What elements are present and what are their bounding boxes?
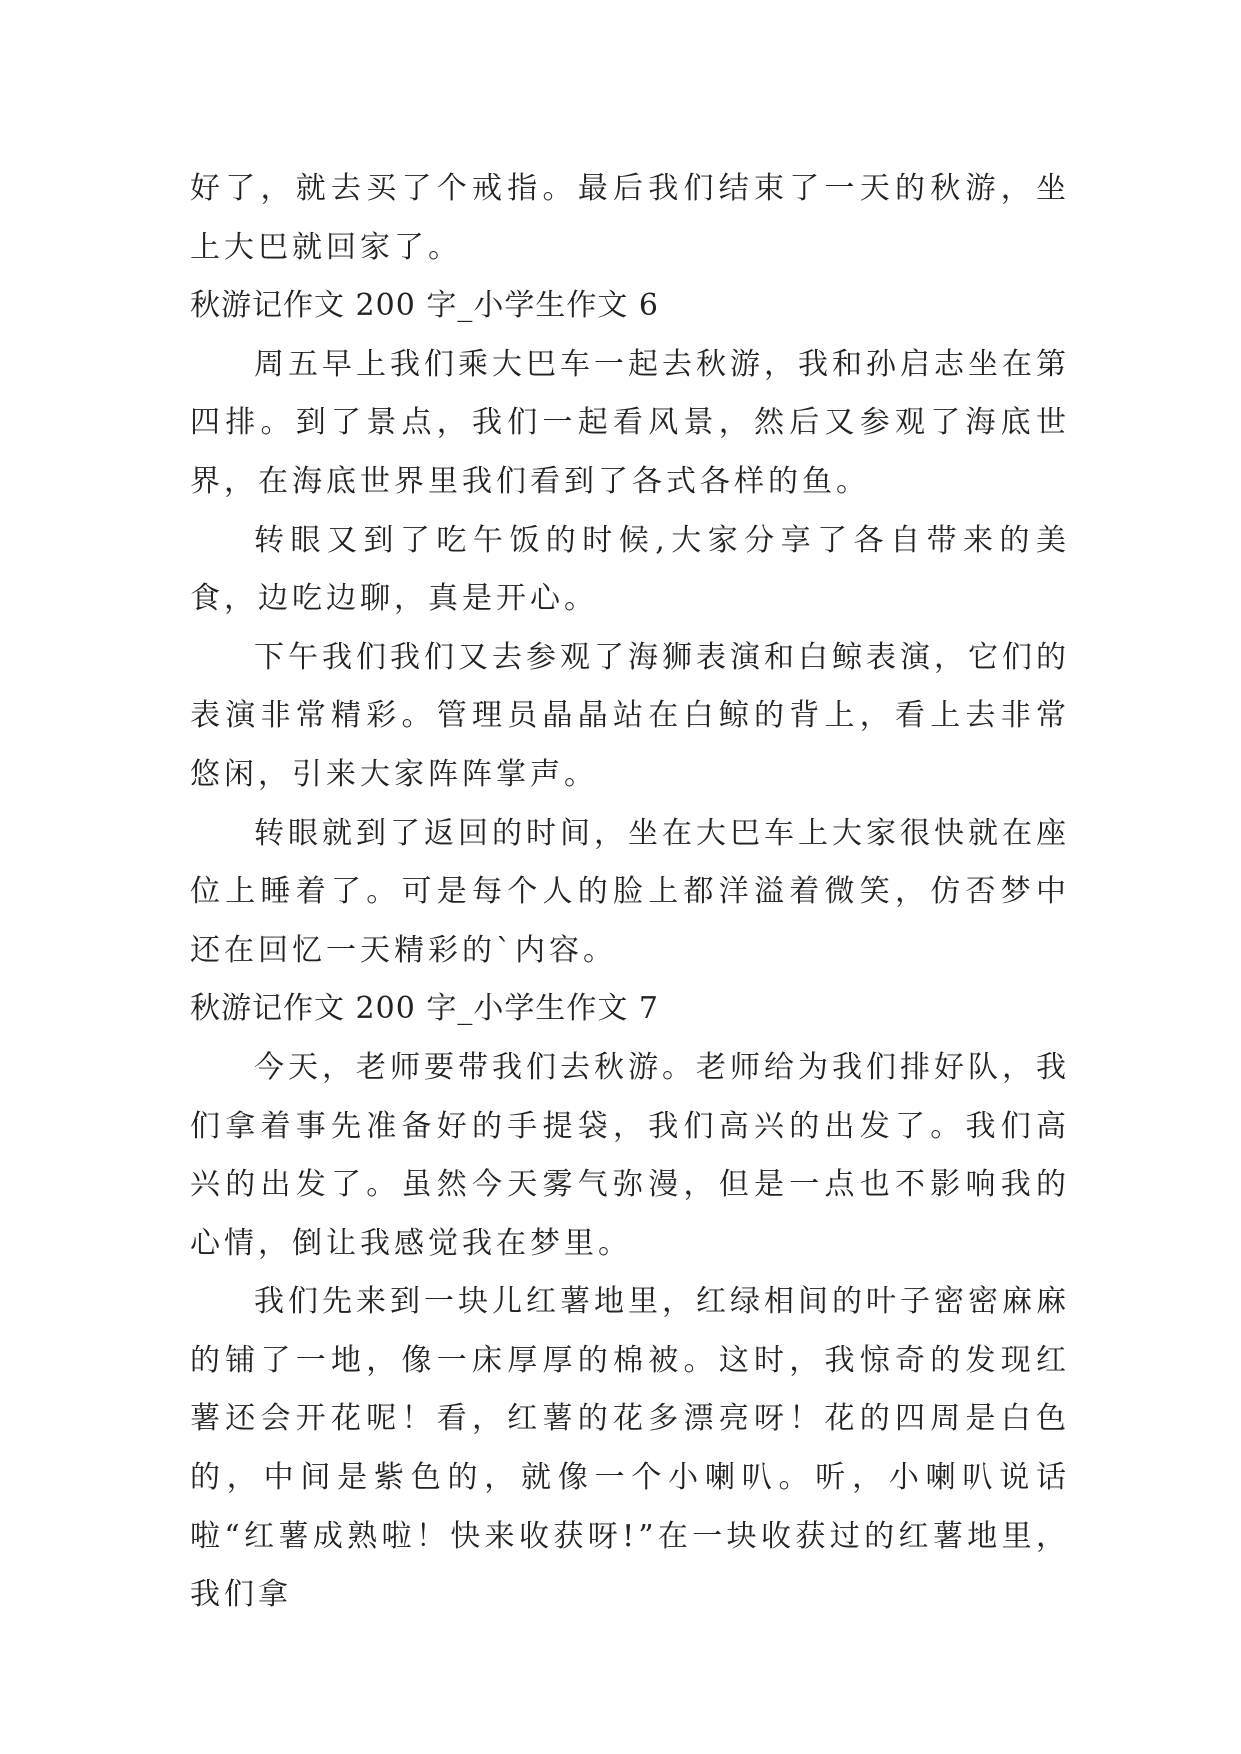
- paragraph-6-4: 转眼就到了返回的时间，坐在大巴车上大家很快就在座位上睡着了。可是每个人的脸上都洋溢着微笑，仿否梦中还在回忆一天精彩的`内容。: [190, 815, 1070, 968]
- paragraph-6-3: 下午我们我们又去参观了海狮表演和白鲸表演，它们的表演非常精彩。管理员晶晶站在白鲸的背上，看上去非常悠闲，引来大家阵阵掌声。: [190, 639, 1070, 792]
- paragraph-6-1: 周五早上我们乘大巴车一起去秋游，我和孙启志坐在第四排。到了景点，我们一起看风景，然后又参观了海底世界，在海底世界里我们看到了各式各样的鱼。: [190, 346, 1070, 499]
- paragraph-7-1: 今天，老师要带我们去秋游。老师给为我们排好队，我们拿着事先准备好的手提袋，我们高兴的出发了。我们高兴的出发了。虽然今天雾气弥漫，但是一点也不影响我的心情，倒让我感觉我在梦里。: [190, 1049, 1070, 1261]
- section-heading-7: 秋游记作文 200 字_小学生作文 7: [190, 991, 659, 1027]
- paragraph-continuation: 好了，就去买了个戒指。最后我们结束了一天的秋游，坐上大巴就回家了。: [190, 171, 1070, 265]
- document-page: [190, 160, 1070, 1625]
- paragraph-6-2: 转眼又到了吃午饭的时候,大家分享了各自带来的美食，边吃边聊，真是开心。: [190, 522, 1070, 617]
- paragraph-7-2: 我们先来到一块儿红薯地里，红绿相间的叶子密密麻麻的铺了一地，像一床厚厚的棉被。这时，我惊奇的发现红薯还会开花呢！看，红薯的花多漂亮呀！花的四周是白色的，中间是紫色的，就像一个小喇叭。听，小喇叭说话啦“红薯成熟啦！快来收获呀!”在一块收获过的红薯地里，我们拿: [190, 1284, 1070, 1613]
- section-heading-6: 秋游记作文 200 字_小学生作文 6: [190, 288, 659, 324]
